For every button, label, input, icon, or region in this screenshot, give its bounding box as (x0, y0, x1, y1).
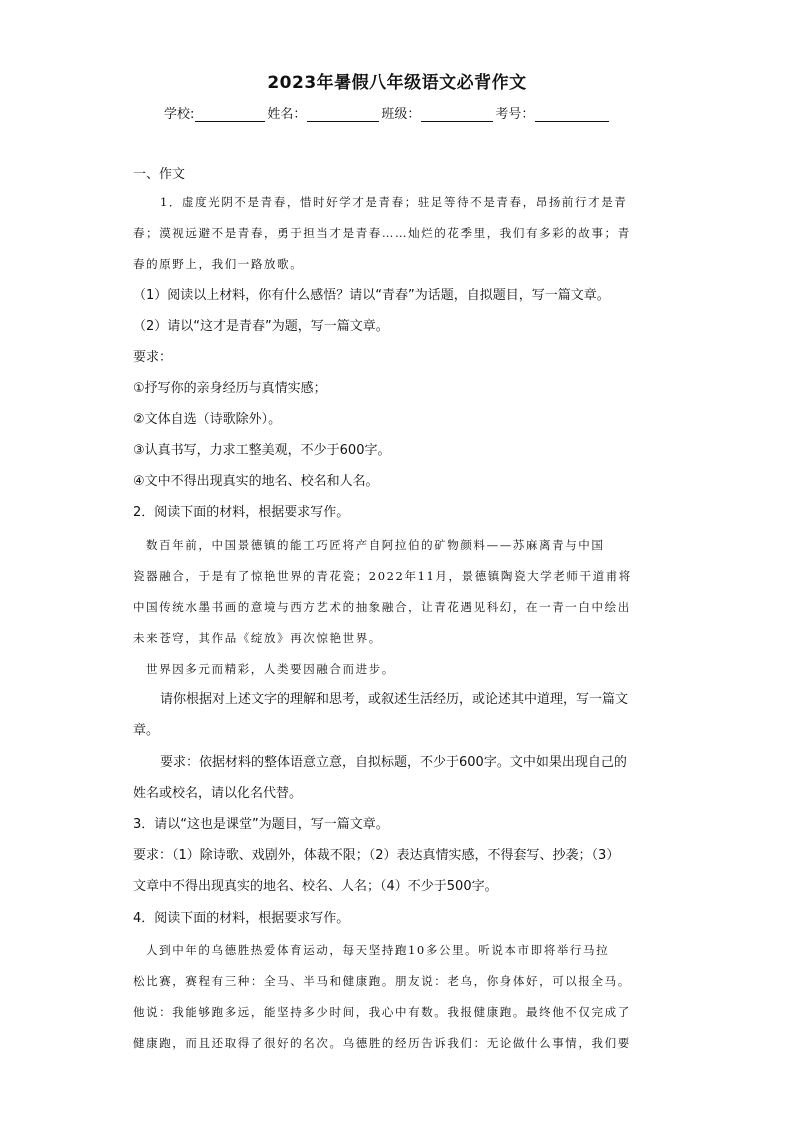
material-line: 中国传统水墨书画的意境与西方艺术的抽象融合，让青花遇见科幻，在一青一白中绘出 (133, 600, 631, 614)
requirement-item: ②文体自选（诗歌除外）。 (133, 412, 282, 427)
school-blank (195, 107, 265, 122)
material-line: 健康跑，而且还取得了很好的名次。乌德胜的经历告诉我们：无论做什么事情，我们要 (133, 1036, 631, 1050)
requirement-line: 文章中不得出现真实的地名、校名、人名；（4）不少于500字。 (133, 879, 498, 894)
material-line: 春的原野上，我们一路放歌。 (133, 257, 304, 271)
material-line: 人到中年的乌德胜热爱体育运动，每天坚持跑10多公里。听说本市即将举行马拉 (146, 943, 610, 957)
school-label: 学校: (164, 107, 195, 122)
requirement-item: ④文中不得出现真实的地名、校名和人名。 (133, 474, 379, 489)
requirement-item: ③认真书写，力求工整美观，不少于600字。 (133, 443, 391, 458)
student-info-line (164, 103, 611, 122)
material-line: 1．虚度光阴不是青春，惜时好学才是青春；驻足等待不是青春，昂扬前行才是青 (160, 195, 628, 209)
material-line: 春；漠视远避不是青春，勇于担当才是青春……灿烂的花季里，我们有多彩的故事；青 (133, 226, 631, 240)
number-blank (535, 107, 609, 122)
question-line: 2．阅读下面的材料，根据要求写作。 (133, 505, 350, 520)
material-line: 松比赛，赛程有三种：全马、半马和健康跑。朋友说：老乌，你身体好，可以报全马。 (133, 974, 631, 988)
class-label: 班级： (381, 107, 421, 122)
prompt-line: 章。 (133, 723, 160, 738)
name-blank (307, 107, 379, 122)
number-label: 考号： (495, 107, 535, 122)
class-blank (421, 107, 493, 122)
material-line: 数百年前，中国景德镇的能工巧匠将产自阿拉伯的矿物颜料——苏麻离青与中国 (146, 538, 605, 552)
requirement-heading: 要求： (133, 350, 173, 365)
question-line: 4．阅读下面的材料，根据要求写作。 (133, 911, 350, 926)
question-line: 3．请以“这也是课堂”为题目，写一篇文章。 (133, 817, 389, 832)
prompt-line: 请你根据对上述文字的理解和思考，或叙述生活经历，或论述其中道理，写一篇文 (160, 692, 629, 707)
section-heading: 一、作文 (133, 167, 186, 182)
prompt-line: （2）请以“这才是青春”为题，写一篇文章。 (133, 319, 389, 334)
name-label: 姓名： (267, 107, 307, 122)
material-line: 瓷器融合，于是有了惊艳世界的青花瓷；2022年11月，景德镇陶瓷大学老师干道甫将 (133, 569, 632, 583)
page-title: 2023年暑假八年级语文必背作文 (267, 73, 527, 93)
material-line: 未来苍穹，其作品《绽放》再次惊艳世界。 (133, 631, 382, 645)
requirement-line: 姓名或校名，请以化名代替。 (133, 786, 303, 801)
material-line: 世界因多元而精彩，人类要因融合而进步。 (146, 662, 395, 676)
requirement-item: ①抒写你的亲身经历与真情实感； (133, 381, 327, 396)
prompt-line: （1）阅读以上材料，你有什么感悟？请以“青春”为话题，自拟题目，写一篇文章。 (133, 288, 610, 303)
requirement-line: 要求：依据材料的整体语意立意，自拟标题，不少于600字。文中如果出现自己的 (160, 755, 627, 770)
material-line: 他说：我能够跑多远，能坚持多少时间，我心中有数。我报健康跑。最终他不仅完成了 (133, 1005, 631, 1019)
requirement-line: 要求：（1）除诗歌、戏剧外，体裁不限；（2）表达真情实感，不得套写、抄袭；（3） (133, 848, 620, 863)
